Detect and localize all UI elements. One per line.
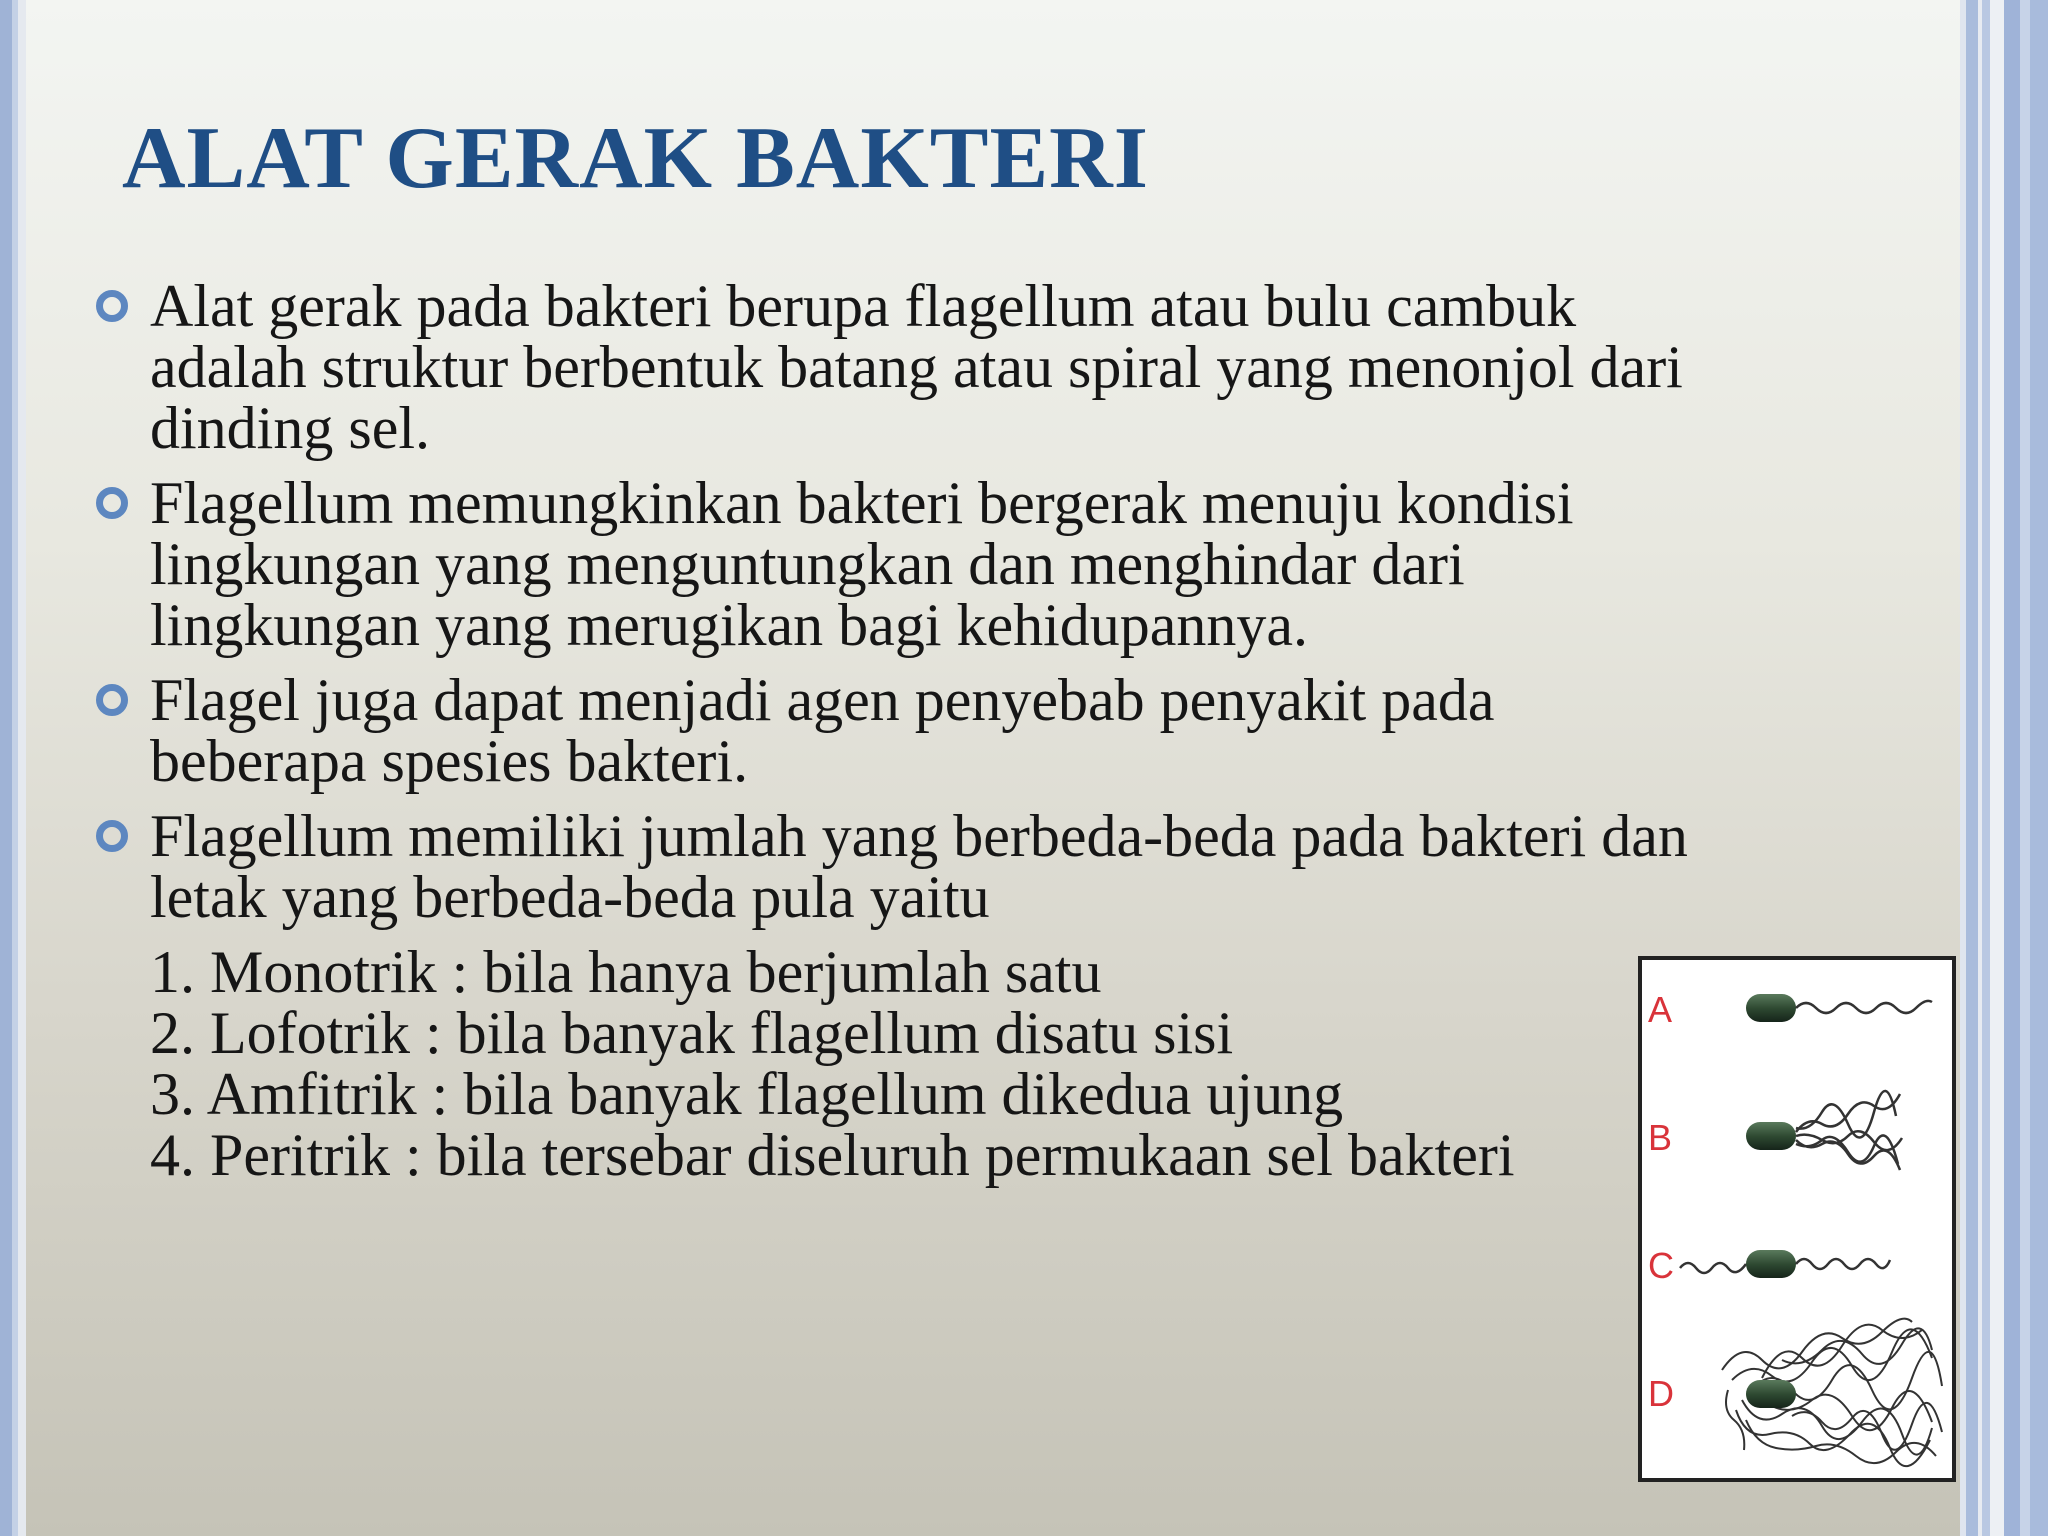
label-d: D [1648,1373,1674,1414]
bullet-item [90,273,1710,461]
bullet-text: Flagel juga dapat menjadi agen penyebab penyakit pada beberapa spesies bakteri. [150,667,1495,794]
flagella-diagram [1642,960,1952,1478]
bullet-text: Alat gerak pada bakteri berupa flagellum atau bulu cambuk adalah struktur berbentuk batang atau spiral yang menonjol dari dinding sel. [150,273,1683,461]
flagellum-type-item: 3. Amfitrik : bila banyak flagellum dikedua ujung [150,1061,1344,1127]
peritrichous-bacterium-icon [1722,1319,1942,1467]
flagellum-type-item: 4. Peritrik : bila tersebar diseluruh permukaan sel bakteri [150,1122,1515,1188]
bullet-text: Flagellum memiliki jumlah yang berbeda-beda pada bakteri dan letak yang berbeda-beda pula yaitu [150,803,1688,930]
amphitrichous-bacterium-icon [1680,1250,1890,1278]
bullet-list [90,273,1710,1200]
bullet-text: Flagellum memungkinkan bakteri bergerak menuju kondisi lingkungan yang menguntungkan dan menghindar dari lingkungan yang merugikan bagi kehidupannya. [150,470,1574,658]
label-c: C [1648,1245,1674,1286]
bullet-item [90,470,1710,658]
bullet-circle-icon [96,487,128,519]
slide-title: ALAT GERAK BAKTERI [122,110,1149,207]
flagellum-type-item: 2. Lofotrik : bila banyak flagellum disatu sisi [150,1000,1234,1066]
flagellum-type-list [150,939,1710,1188]
bullet-circle-icon [96,290,128,322]
bullet-item [90,803,1710,1188]
monotrichous-bacterium-icon [1746,994,1932,1022]
label-b: B [1648,1117,1673,1158]
lophotrichous-bacterium-icon [1746,1091,1902,1170]
bullet-circle-icon [96,684,128,716]
flagella-arrangement-figure [1638,956,1956,1482]
flagellum-type-item: 1. Monotrik : bila hanya berjumlah satu [150,939,1102,1005]
label-a: A [1648,989,1673,1030]
left-border-decoration [0,0,26,1536]
right-border-decoration [1960,0,2048,1536]
bullet-circle-icon [96,820,128,852]
bullet-item [90,667,1710,794]
